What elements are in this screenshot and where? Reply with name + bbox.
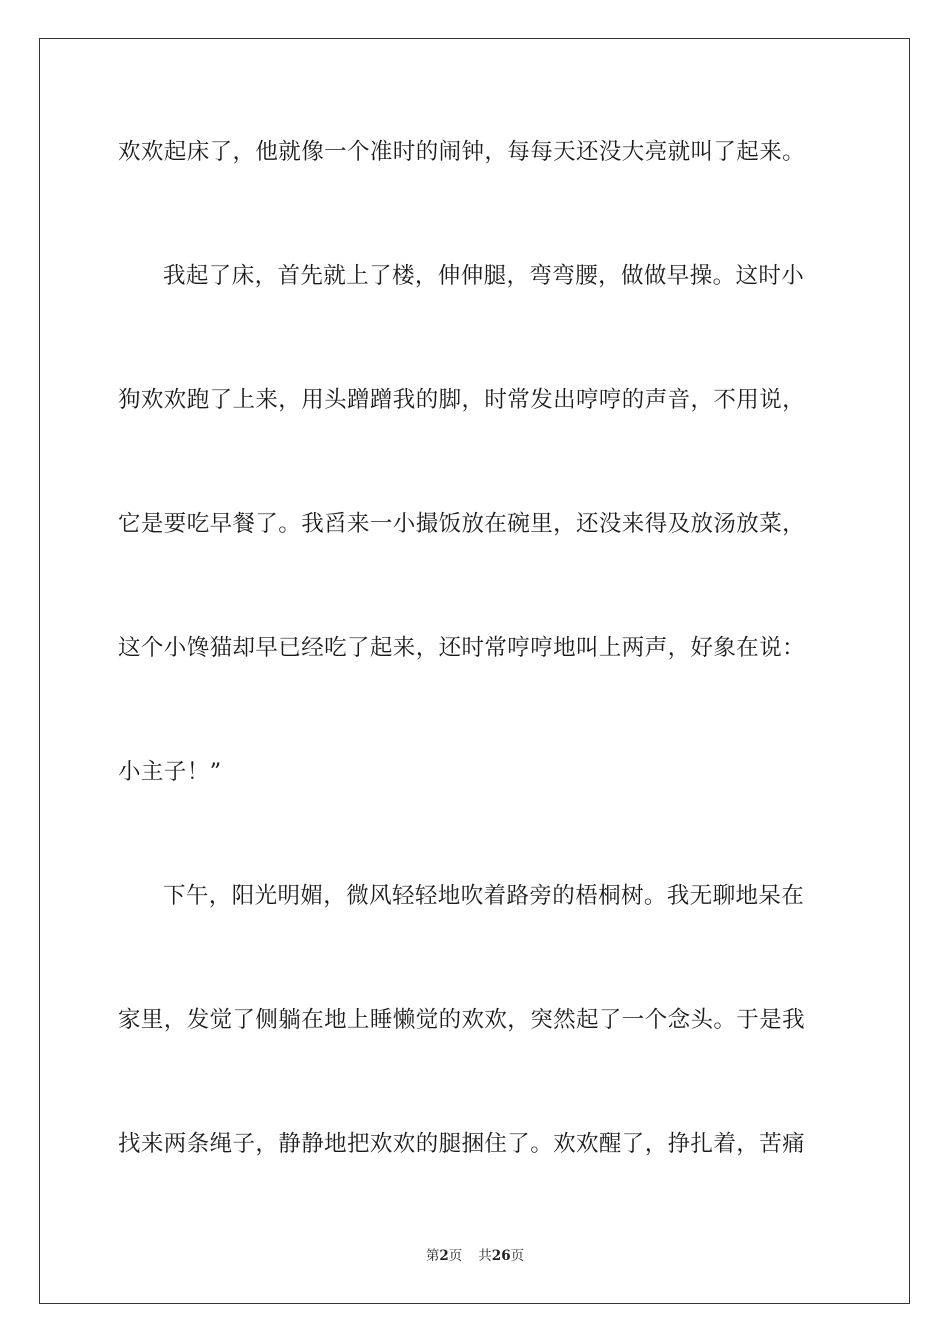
total-prefix: 共 [478,1248,492,1264]
text-line-6: 小主子！” [118,759,222,785]
total-suffix: 页 [510,1248,525,1264]
text-line-4: 它是要吃早餐了。我舀来一小撮饭放在碗里，还没来得及放汤放菜， [118,511,806,537]
text-line-2: 我起了床，首先就上了楼，伸伸腿，弯弯腰，做做早操。这时小 [163,263,805,289]
page-footer [0,1246,950,1266]
page-prefix: 第 [425,1248,440,1264]
text-line-9: 找来两条绳子，静静地把欢欢的腿捆住了。欢欢醒了，挣扎着，苦痛 [118,1131,806,1157]
page-suffix: 页 [448,1248,463,1264]
text-line-1: 欢欢起床了，他就像一个准时的闹钟，每每天还没大亮就叫了起来。 [118,139,806,165]
page-number: 2 [439,1248,449,1264]
text-line-8: 家里，发觉了侧躺在地上睡懒觉的欢欢，突然起了一个念头。于是我 [118,1007,806,1033]
page-border [39,38,910,1304]
text-line-5: 这个小馋猫却早已经吃了起来，还时常哼哼地叫上两声，好象在说： [118,635,806,661]
text-line-7: 下午，阳光明媚，微风轻轻地吹着路旁的梧桐树。我无聊地呆在 [163,883,805,909]
text-line-3: 狗欢欢跑了上来，用头蹭蹭我的脚，时常发出哼哼的声音，不用说， [118,387,806,413]
total-pages: 26 [491,1248,511,1264]
